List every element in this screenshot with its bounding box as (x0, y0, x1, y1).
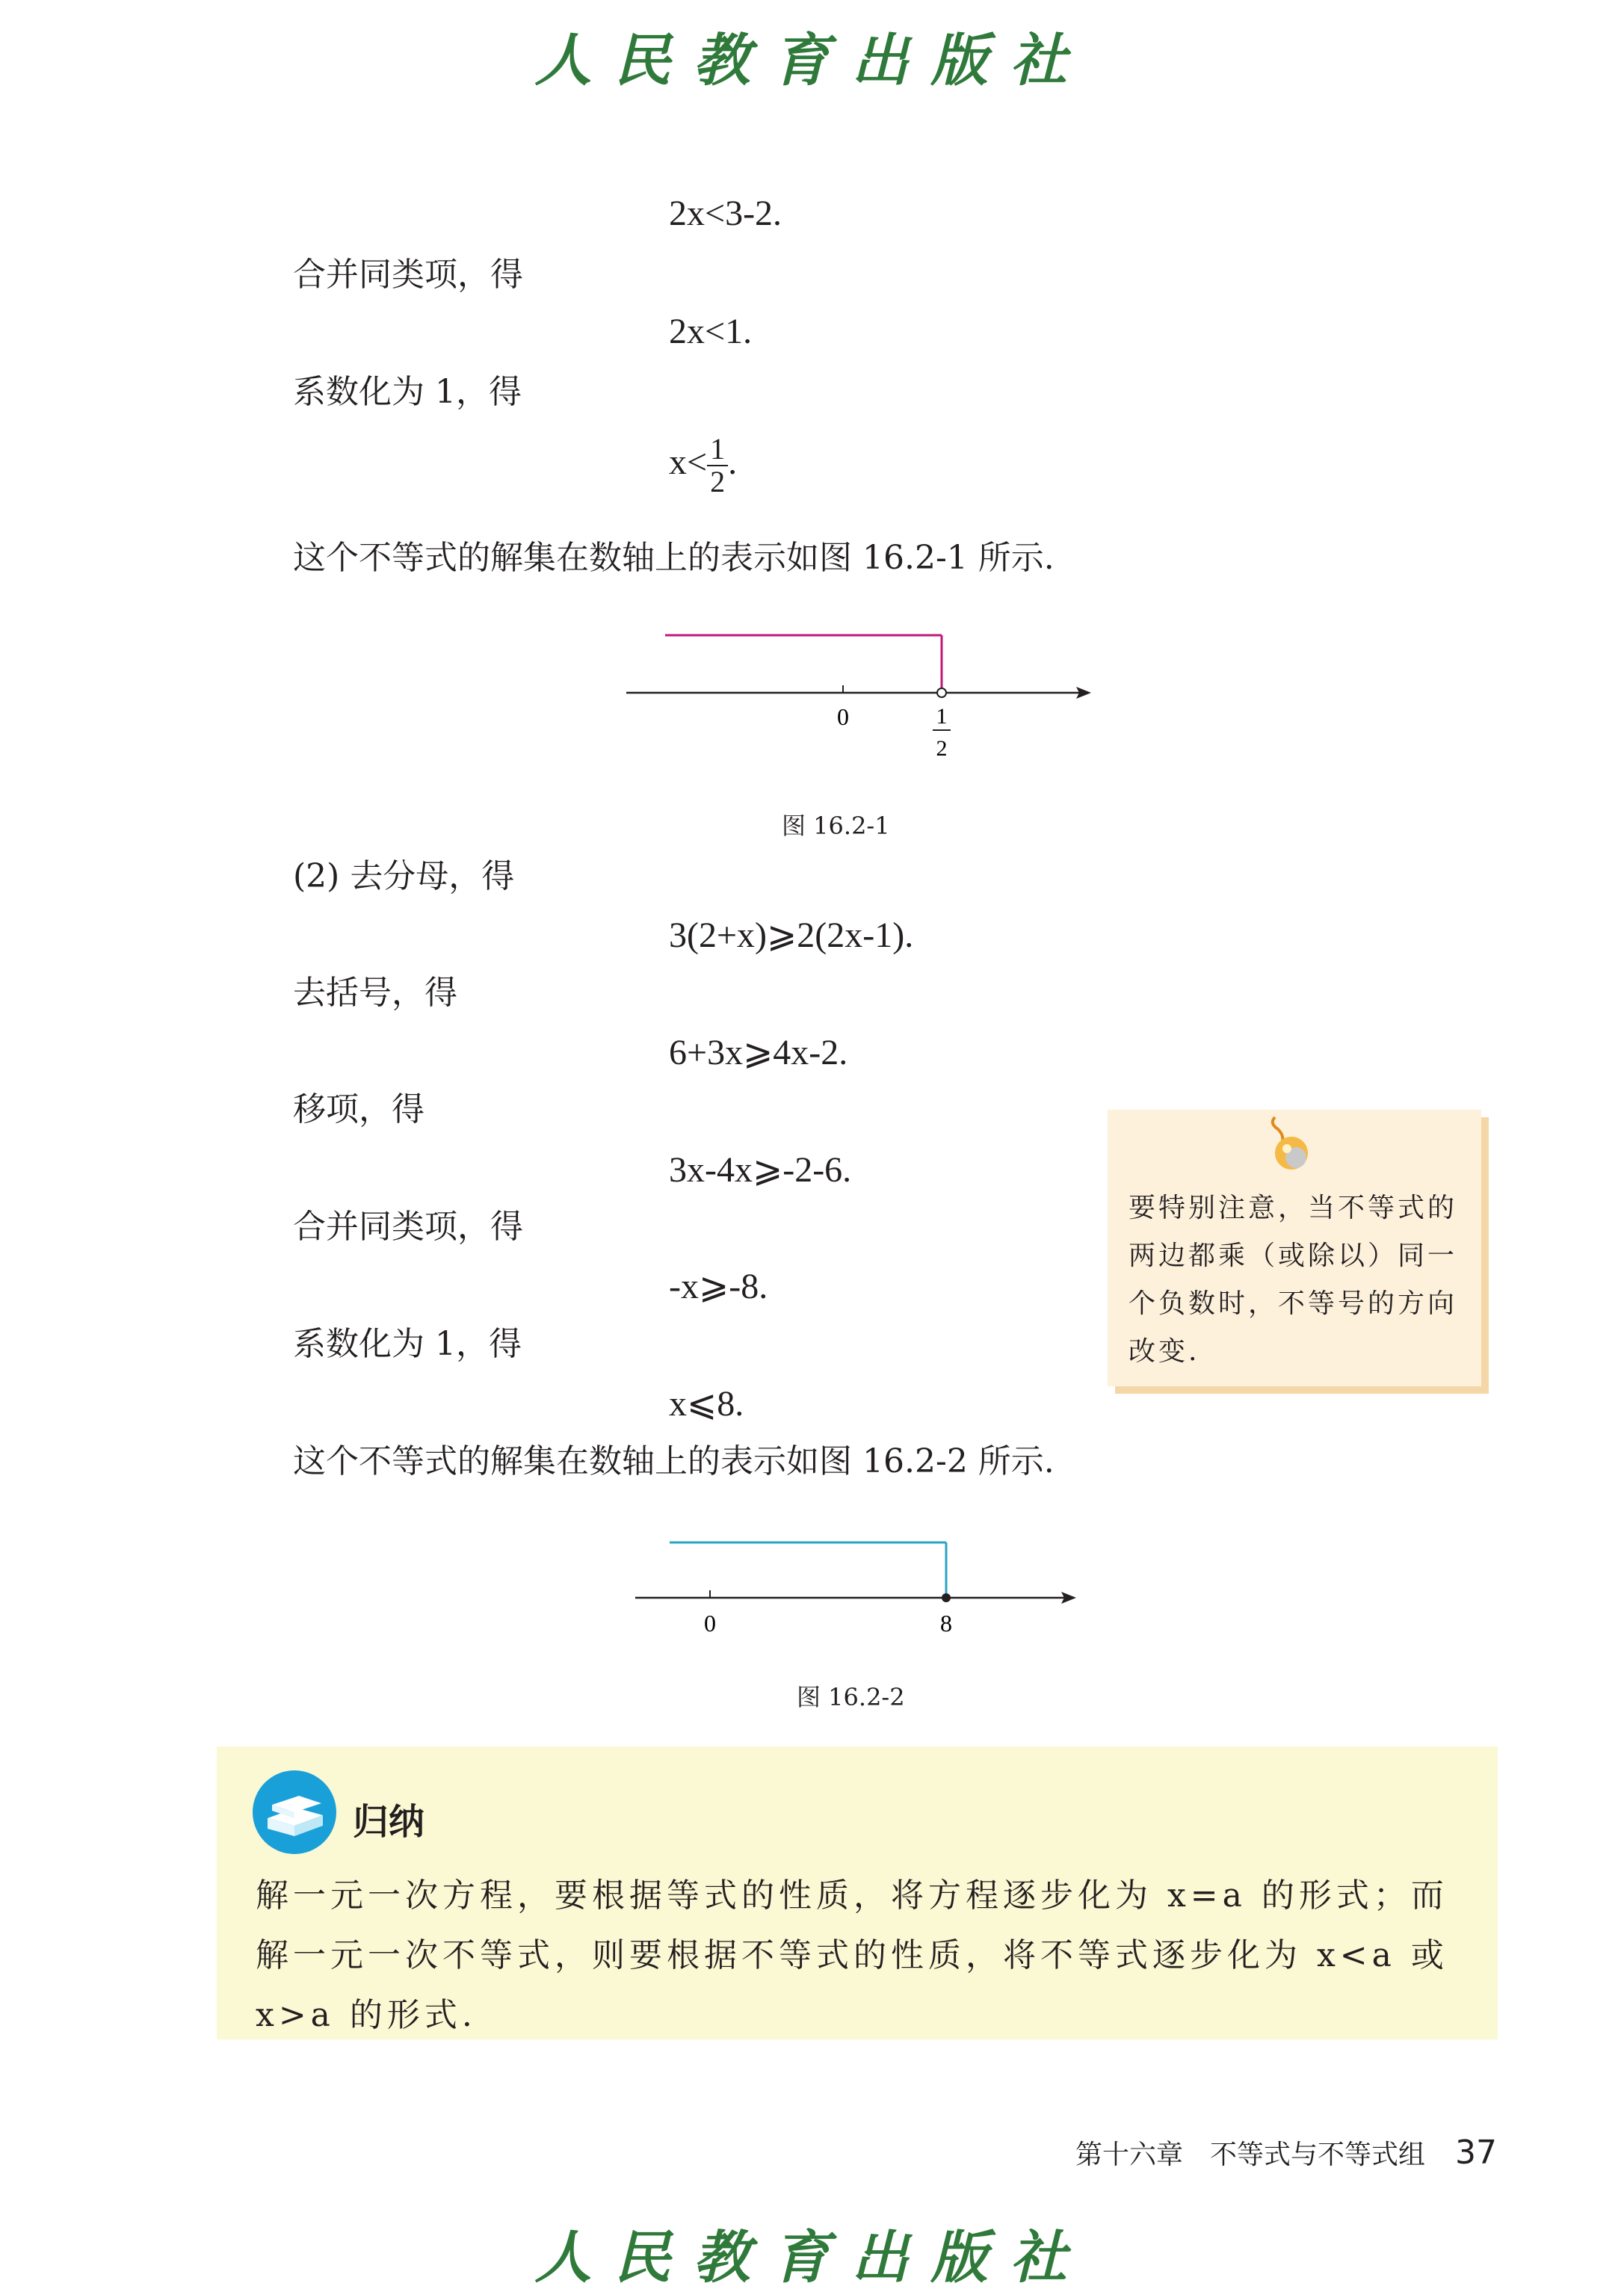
point-label-denominator: 2 (936, 736, 948, 761)
step-label: 移项，得 (293, 1090, 424, 1128)
number-line-figure-2 (628, 1530, 1091, 1658)
equation: 2x<3-2. (669, 194, 782, 233)
equation-left: x< (669, 442, 708, 483)
equation: x⩽8. (669, 1384, 744, 1424)
equation: 6+3x⩾4x-2. (669, 1033, 848, 1072)
equation: 3(2+x)⩾2(2x-1). (669, 915, 914, 955)
summary-box (217, 1746, 1498, 2039)
origin-label: 0 (837, 703, 849, 730)
figure-caption-1: 图 16.2-1 (782, 812, 890, 840)
fraction-denominator: 2 (710, 465, 726, 498)
equation-fraction (669, 433, 737, 498)
step-label: 合并同类项，得 (293, 256, 523, 294)
publisher-logo-top: 人民教育出版社 (534, 27, 1090, 93)
point-label-numerator: 1 (936, 704, 948, 729)
equation: 2x<1. (669, 312, 753, 351)
solid-endpoint (942, 1593, 951, 1602)
equation-tail: . (728, 442, 738, 483)
summary-text: 解一元一次方程，要根据等式的性质，将方程逐步化为 x=a 的形式；而解一元一次不等式，则要根据不等式的性质，将不等式逐步化为 x<a 或 x>a 的形式. (256, 1877, 1448, 2034)
chapter-title: 第十六章 不等式与不等式组 (1075, 2140, 1425, 2170)
figure-reference-text: 这个不等式的解集在数轴上的表示如图 16.2-2 所示. (293, 1442, 1055, 1480)
step-label: 去括号，得 (293, 974, 457, 1012)
step-label: (2) 去分母，得 (293, 857, 515, 895)
page-footer (1075, 2134, 1497, 2172)
books-icon (251, 1769, 338, 1856)
pushpin-icon (1268, 1116, 1312, 1176)
side-note (1108, 1110, 1481, 1386)
step-label: 合并同类项，得 (293, 1208, 523, 1246)
number-line-figure-1 (613, 620, 1106, 792)
point-label: 8 (940, 1610, 952, 1637)
summary-title: 归纳 (353, 1801, 425, 1843)
publisher-logo-bottom: 人民教育出版社 (534, 2224, 1090, 2291)
page-number: 37 (1455, 2134, 1497, 2172)
step-label: 系数化为 1，得 (293, 1325, 522, 1363)
origin-label: 0 (704, 1610, 716, 1637)
fraction-numerator: 1 (707, 433, 728, 466)
open-endpoint (937, 688, 946, 697)
equation: -x⩾-8. (669, 1267, 768, 1306)
equation: 3x-4x⩾-2-6. (669, 1150, 852, 1190)
figure-reference-text: 这个不等式的解集在数轴上的表示如图 16.2-1 所示. (293, 539, 1055, 577)
step-label: 系数化为 1，得 (293, 373, 522, 411)
fraction (707, 433, 728, 498)
side-note-text: 要特别注意，当不等式的两边都乘（或除以）同一个负数时，不等号的方向改变. (1129, 1193, 1458, 1367)
figure-caption-2: 图 16.2-2 (797, 1683, 905, 1711)
